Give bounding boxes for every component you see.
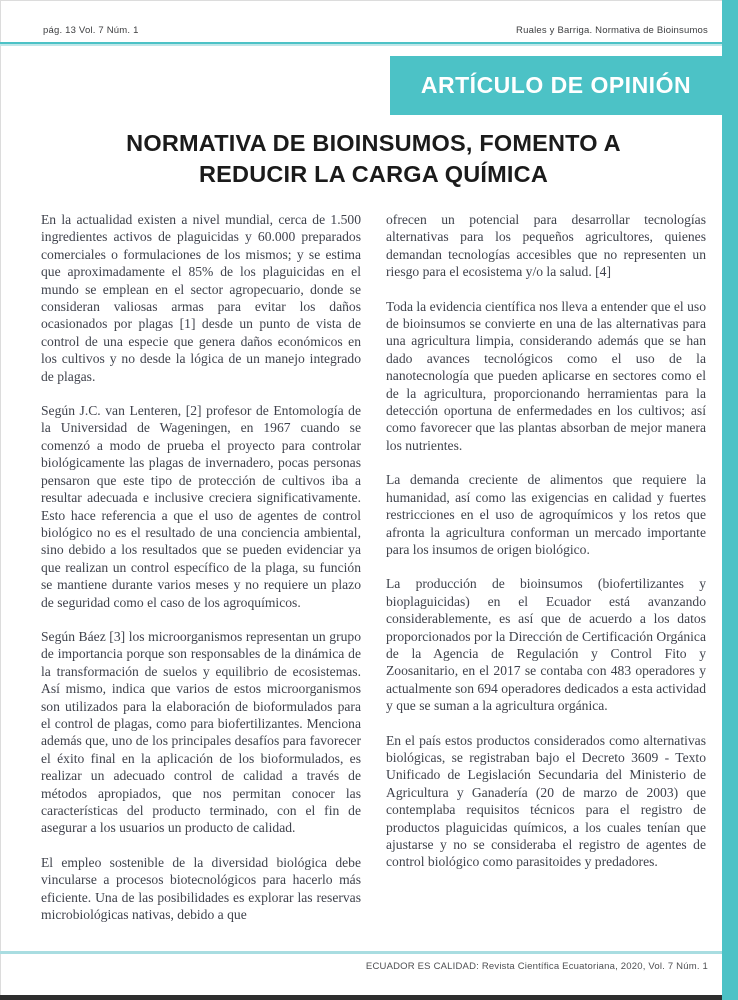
page-bottom-edge xyxy=(0,995,738,1000)
paragraph: La demanda creciente de alimentos que requiere la humanidad, así como las exigencias en calidad y fuertes restricciones en el uso de agroquímicos y los retos que afronta la agricultura conforman un mercado importante para los insumos de origen biológico. xyxy=(386,472,706,557)
article-title-line-2: REDUCIR LA CARGA QUÍMICA xyxy=(198,161,548,187)
page-number-label: pág. 13 Vol. 7 Núm. 1 xyxy=(43,25,139,36)
paragraph: En el país estos productos considerados como alternativas biológicas, se registraban bajo el Decreto 3609 - Texto Unificado de Legislación Secundaria del Ministerio de Agricultura y Ganadería (20 de marzo de 2003) que contemplaba requisitos técnicos para el registro de productos plaguicidas químicos, a los cuales tenían que ajustarse y no se consideraba el registro de agentes de control biológico como parasitoides y predadores. xyxy=(386,732,706,870)
paragraph: Toda la evidencia científica nos lleva a entender que el uso de bioinsumos se convierte en una de las alternativas para una agricultura limpia, considerando además que se han dado avances tecnológicos como el uso de la nanotecnología que pueden aplicarse en sectores como el de la agricultura, proporcionando herramientas para la detección oportuna de enfermedades en los cultivos; así como favorecer que las plantas absorban de mejor manera los nutrientes. xyxy=(386,298,706,453)
article-type-label: ARTÍCULO DE OPINIÓN xyxy=(420,72,692,98)
paragraph: El empleo sostenible de la diversidad biológica debe vincularse a procesos biotecnológicos para hacerlo más eficiente. Una de las posibilidades es explorar las reservas microbiológicas nativas, debido a que xyxy=(41,854,361,923)
article-body xyxy=(41,211,706,940)
header-divider xyxy=(0,42,722,46)
accent-side-bar xyxy=(722,0,738,1000)
right-column xyxy=(386,211,706,940)
left-column xyxy=(41,211,361,940)
paragraph: Según J.C. van Lenteren, [2] profesor de Entomología de la Universidad de Wageningen, en 1967 cuando se comenzó a modo de prueba el proyecto para controlar biológicamente las plagas de invernadero, pocas personas pensaron que este tipo de protección de cultivos iba a resultar adecuada e inclusive creciera significativamente. Esto hace referencia a que el uso de agentes de control biológico no es el resultado de una conciencia ambiental, sino debido a los resultados que se pueden evidenciar ya que realizan un control específico de la plaga, su función se mantiene durante varios meses y no requiere un plazo de seguridad como el caso de los agroquímicos. xyxy=(41,403,361,610)
paragraph: ofrecen un potencial para desarrollar tecnologías alternativas para los pequeños agricultores, quienes demandan tecnologías accesibles que no representen un riesgo para el ecosistema y/o la salud. [4] xyxy=(386,212,706,280)
article-title xyxy=(41,128,706,190)
paragraph: La producción de bioinsumos (biofertilizantes y bioplaguicidas) en el Ecuador está avanzando considerablemente, es así que de acuerdo a los datos proporcionados por la Dirección de Certificación Orgánica de la Agencia de Regulación y Control Fito y Zoosanitario, en el 2017 se contaba con 483 operadores y actualmente son 694 operadores dedicados a esta actividad y que se suman a la agricultura orgánica. xyxy=(386,576,706,714)
article-type-banner xyxy=(390,56,722,115)
footer-journal-label: ECUADOR ES CALIDAD: Revista Científica Ecuatoriana, 2020, Vol. 7 Núm. 1 xyxy=(365,961,708,972)
footer-divider xyxy=(0,951,722,954)
article-title-line-1: NORMATIVA DE BIOINSUMOS, FOMENTO A xyxy=(126,130,621,156)
running-head-label: Ruales y Barriga. Normativa de Bioinsumos xyxy=(516,25,708,36)
paragraph: En la actualidad existen a nivel mundial, cerca de 1.500 ingredientes activos de plaguicidas y 60.000 preparados comerciales o formulaciones de los mismos; y se estima que aproximadamente el 85% de los plaguicidas en el mundo se emplean en el sector agropecuario, donde se consideran valiosas armas para evitar los daños ocasionados por plagas [1] desde un punto de vista de control de una especie que genera daños económicos en los cultivos y no desde la lógica de un manejo integrado de plagas. xyxy=(41,212,361,384)
paragraph: Según Báez [3] los microorganismos representan un grupo de importancia porque son responsables de la dinámica de la transformación de suelos y equilibrio de ecosistemas. Así mismo, indica que varios de estos microorganismos son utilizados para la elaboración de bioformulados para el control de plagas, como para biofertilizantes. Menciona además que, uno de los principales desafíos para favorecer el éxito final en la aplicación de los bioformulados, es realizar un adecuado control de calidad a través de métodos apropiados, que nos permitan conocer las características del producto terminado, con el fin de asegurar a los usuarios un producto de calidad. xyxy=(41,628,361,836)
